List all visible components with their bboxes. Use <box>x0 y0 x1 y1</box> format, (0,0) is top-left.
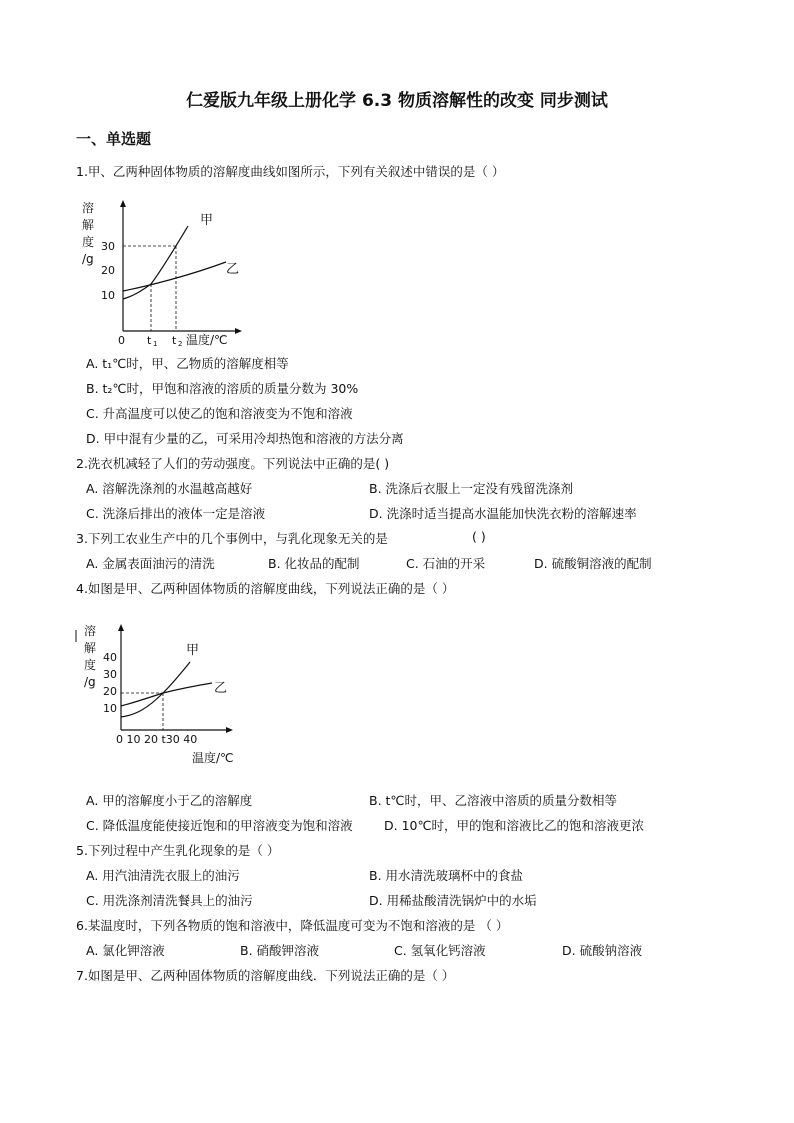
q2-option-c: C. 洗涤后排出的液体一定是溶液 <box>86 506 266 521</box>
q1-option-c: C. 升高温度可以使乙的饱和溶液变为不饱和溶液 <box>86 406 353 421</box>
y-axis-arrow <box>118 624 124 631</box>
q5-option-d: D. 用稀盐酸清洗锅炉中的水垢 <box>369 893 537 908</box>
q3-option-b: B. 化妆品的配制 <box>268 556 360 571</box>
q6-option-c: C. 氢氧化钙溶液 <box>394 943 486 958</box>
series-label-yi: 乙 <box>214 681 228 696</box>
q2-option-d: D. 洗涤时适当提高水温能加快洗衣粉的溶解速率 <box>369 506 637 521</box>
curve-jia <box>123 226 188 299</box>
question-6-stem: 6.某温度时，下列各物质的饱和溶液中，降低温度可变为不饱和溶液的是 （ ） <box>76 918 509 933</box>
question-3-stem: 3.下列工农业生产中的几个事例中，与乳化现象无关的是 <box>76 531 388 546</box>
question-7-stem: 7.如图是甲、乙两种固体物质的溶解度曲线．下列说法正确的是（ ） <box>76 968 455 983</box>
q3-option-d: D. 硫酸铜溶液的配制 <box>534 556 652 571</box>
series-label-jia: 甲 <box>200 213 214 228</box>
x-axis-label: 温度/℃ <box>186 333 228 346</box>
y-label-4: /g <box>84 675 96 689</box>
page-title: 仁爱版九年级上册化学 6.3 物质溶解性的改变 同步测试 <box>186 91 608 111</box>
y-tick-20: 20 <box>101 264 115 277</box>
question-4-stem: 4.如图是甲、乙两种固体物质的溶解度曲线，下列说法正确的是（ ） <box>76 581 455 596</box>
q4-option-c: C. 降低温度能使接近饱和的甲溶液变为饱和溶液 <box>86 818 353 833</box>
q3-option-a: A. 金属表面油污的清洗 <box>86 556 215 571</box>
q1-option-a: A. t₁℃时，甲、乙物质的溶解度相等 <box>86 356 289 371</box>
y-label-2: 解 <box>82 218 95 232</box>
solubility-chart-1 <box>78 196 248 346</box>
question-1-stem: 1.甲、乙两种固体物质的溶解度曲线如图所示，下列有关叙述中错误的是（ ） <box>76 164 505 179</box>
x-axis-arrow <box>226 727 233 733</box>
x-tick-t1-sub: 1 <box>153 340 158 346</box>
section-heading: 一、单选题 <box>76 130 152 148</box>
y-label-1: 溶 <box>82 201 95 215</box>
q1-option-b: B. t₂℃时，甲饱和溶液的溶质的质量分数为 30% <box>86 381 359 396</box>
question-2-stem: 2.洗衣机减轻了人们的劳动强度。下列说法中正确的是( ) <box>76 456 390 471</box>
q1-option-d: D. 甲中混有少量的乙，可采用冷却热饱和溶液的方法分离 <box>86 431 404 446</box>
y-tick-40: 40 <box>103 651 117 664</box>
y-label-1: 溶 <box>84 624 97 638</box>
x-tick-t2: t <box>172 334 177 346</box>
q6-option-a: A. 氯化钾溶液 <box>86 943 165 958</box>
q3-option-c: C. 石油的开采 <box>406 556 486 571</box>
y-tick-30: 30 <box>103 668 117 681</box>
q5-option-b: B. 用水清洗玻璃杯中的食盐 <box>369 868 524 883</box>
y-label-3: 度 <box>84 658 97 672</box>
q5-option-c: C. 用洗涤剂清洗餐具上的油污 <box>86 893 253 908</box>
y-tick-10: 10 <box>101 289 115 302</box>
y-tick-20: 20 <box>103 685 117 698</box>
solubility-chart-2 <box>74 620 254 770</box>
question-3-answer-paren: ( ) <box>472 529 486 544</box>
y-axis-arrow <box>120 200 126 207</box>
q2-option-b: B. 洗涤后衣服上一定没有残留洗涤剂 <box>369 481 574 496</box>
y-tick-10: 10 <box>103 702 117 715</box>
q4-option-b: B. t℃时，甲、乙溶液中溶质的质量分数相等 <box>369 793 617 808</box>
q6-option-b: B. 硝酸钾溶液 <box>240 943 320 958</box>
q5-option-a: A. 用汽油清洗衣服上的油污 <box>86 868 240 883</box>
q2-option-a: A. 溶解洗涤剂的水温越高越好 <box>86 481 253 496</box>
curve-yi <box>121 683 212 706</box>
y-tick-30: 30 <box>101 240 115 253</box>
x-tick-0: 0 <box>118 334 125 346</box>
q6-option-d: D. 硫酸钠溶液 <box>562 943 643 958</box>
q4-option-a: A. 甲的溶解度小于乙的溶解度 <box>86 793 253 808</box>
x-axis-label: 温度/℃ <box>192 751 234 765</box>
curve-yi <box>123 262 226 291</box>
q4-option-d: D. 10℃时，甲的饱和溶液比乙的饱和溶液更浓 <box>384 818 645 833</box>
y-label-2: 解 <box>84 641 97 655</box>
x-tick-t2-sub: 2 <box>178 340 183 346</box>
question-5-stem: 5.下列过程中产生乳化现象的是（ ） <box>76 843 280 858</box>
x-ticks: 0 10 20 t30 40 <box>116 733 198 746</box>
y-label-3: 度 <box>82 235 95 249</box>
x-axis-arrow <box>235 328 242 334</box>
series-label-yi: 乙 <box>226 262 240 277</box>
series-label-jia: 甲 <box>186 643 200 658</box>
y-label-4: /g <box>82 252 94 266</box>
x-tick-t1: t <box>147 334 152 346</box>
